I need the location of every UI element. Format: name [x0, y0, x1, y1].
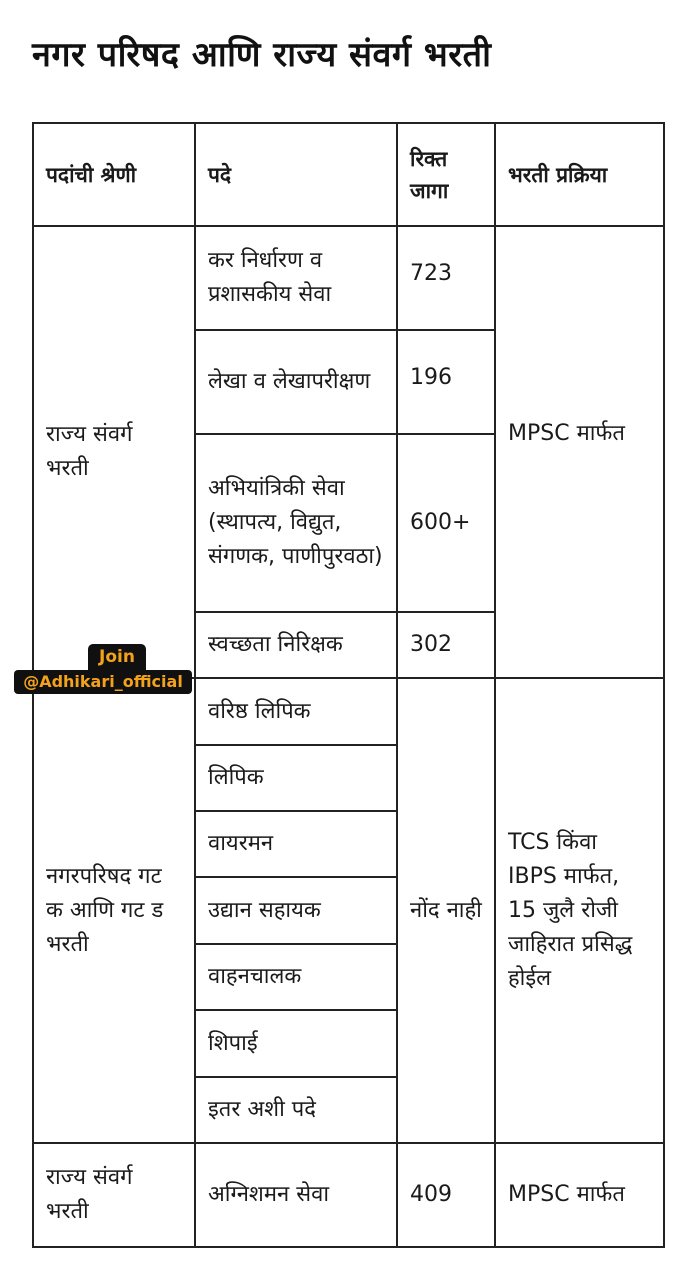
- post-cell: कर निर्धारण व प्रशासकीय सेवा: [195, 226, 397, 330]
- header-vacancies: रिक्त जागा: [397, 123, 495, 226]
- process-cell: MPSC मार्फत: [495, 1143, 664, 1247]
- header-posts: पदे: [195, 123, 397, 226]
- process-cell: TCS किंवा IBPS मार्फत, 15 जुलै रोजी जाहिरात प्रसिद्ध होईल: [495, 678, 664, 1143]
- post-cell: वरिष्ठ लिपिक: [195, 678, 397, 745]
- post-cell: वाहनचालक: [195, 944, 397, 1010]
- watermark-join-label: Join: [88, 644, 146, 670]
- post-cell: इतर अशी पदे: [195, 1077, 397, 1143]
- vacancy-cell: 302: [397, 612, 495, 678]
- join-watermark: [14, 644, 192, 696]
- category-cell: नगरपरिषद गट क आणि गट ड भरती: [33, 678, 195, 1143]
- post-cell: स्वच्छता निरिक्षक: [195, 612, 397, 678]
- category-cell: राज्य संवर्ग भरती: [33, 226, 195, 678]
- post-cell: उद्यान सहायक: [195, 877, 397, 944]
- header-category: पदांची श्रेणी: [33, 123, 195, 226]
- post-cell: लिपिक: [195, 745, 397, 811]
- table-row: [33, 226, 664, 330]
- process-cell: MPSC मार्फत: [495, 226, 664, 678]
- vacancy-cell: 409: [397, 1143, 495, 1247]
- post-cell: अभियांत्रिकी सेवा (स्थापत्य, विद्युत, संगणक, पाणीपुरवठा): [195, 434, 397, 612]
- post-cell: लेखा व लेखापरीक्षण: [195, 330, 397, 434]
- post-cell: वायरमन: [195, 811, 397, 877]
- category-cell: राज्य संवर्ग भरती: [33, 1143, 195, 1247]
- header-process: भरती प्रक्रिया: [495, 123, 664, 226]
- vacancy-cell: 196: [397, 330, 495, 434]
- watermark-handle-label: @Adhikari_official: [14, 670, 192, 694]
- vacancy-cell: 723: [397, 226, 495, 330]
- page-title: नगर परिषद आणि राज्य संवर्ग भरती: [32, 35, 492, 75]
- vacancy-cell: 600+: [397, 434, 495, 612]
- post-cell: शिपाई: [195, 1010, 397, 1077]
- table-row: [33, 1143, 664, 1247]
- vacancy-cell: नोंद नाही: [397, 678, 495, 1143]
- post-cell: अग्निशमन सेवा: [195, 1143, 397, 1247]
- table-header-row: [33, 123, 664, 226]
